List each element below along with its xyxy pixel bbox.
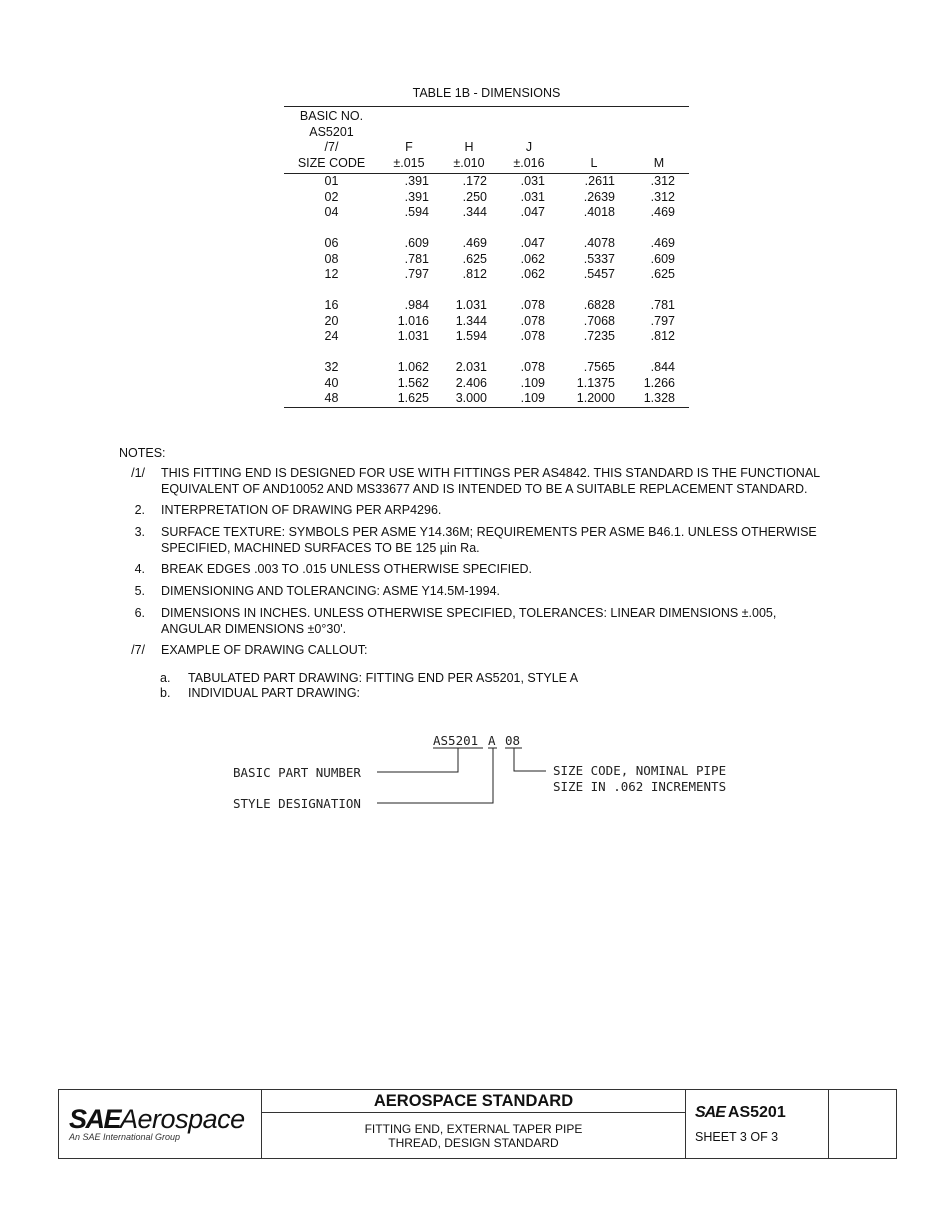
table-cell: 3.000	[439, 391, 499, 407]
table-cell: 32	[324, 360, 339, 374]
table-cell: 01	[324, 174, 339, 188]
table-cell: .7068	[583, 313, 615, 328]
table-cell: .625	[462, 251, 487, 266]
table-cell: .062	[520, 267, 545, 281]
callout-size-label-1: SIZE CODE, NOMINAL PIPE	[553, 763, 727, 778]
group-spacer	[284, 345, 689, 361]
brand-tagline: An SAE International Group	[69, 1132, 181, 1142]
table-cell: .109	[520, 375, 545, 390]
table-cell: .2611	[584, 174, 615, 188]
table-title: TABLE 1B - DIMENSIONS	[412, 86, 561, 100]
note-number: 4.	[134, 562, 145, 576]
table-cell: 1.062	[397, 360, 429, 374]
title-block	[58, 1089, 897, 1159]
table-cell: 16	[324, 298, 339, 312]
standard-title: AEROSPACE STANDARD	[262, 1090, 685, 1113]
table-cell: 1.344	[455, 313, 487, 328]
dimensions-table	[284, 106, 689, 408]
table-cell: 1.594	[455, 329, 487, 343]
table-body	[284, 174, 689, 408]
sheet-number: SHEET 3 OF 3	[695, 1130, 779, 1144]
table-cell: 08	[324, 251, 339, 266]
doc-id-cell	[686, 1090, 829, 1158]
note-text: INTERPRETATION OF DRAWING PER ARP4296.	[161, 503, 442, 517]
sub-note-letter: a.	[160, 671, 171, 685]
table-cell: .469	[650, 205, 675, 219]
table-cell: .062	[520, 251, 545, 266]
note-number: 2.	[134, 503, 145, 517]
callout-diagram	[230, 728, 750, 820]
note-item	[119, 606, 839, 637]
table-cell: .4078	[583, 236, 615, 250]
table-cell: 48	[284, 391, 379, 407]
table-cell: 1.328	[629, 391, 689, 407]
table-cell: 2.406	[455, 375, 487, 390]
callout-basic-label: BASIC PART NUMBER	[233, 765, 361, 780]
table-row	[284, 190, 689, 206]
document-number: SAE AS5201	[695, 1104, 786, 1121]
table-cell: .609	[404, 236, 429, 250]
leader-style	[377, 748, 493, 803]
table-row	[284, 205, 689, 221]
table-cell: 1.625	[379, 391, 439, 407]
table-header-row	[284, 107, 689, 174]
sae-mini-logo: SAE	[695, 1104, 725, 1121]
table-cell: 06	[324, 236, 339, 250]
note-text: SURFACE TEXTURE: SYMBOLS PER ASME Y14.36M; REQUIREMENTS PER ASME B46.1. UNLESS OTHERWISE SPECIFIED, MACHINED SURFACES TO BE 125 µin Ra.	[161, 525, 817, 555]
table-row	[284, 314, 689, 330]
table-row	[284, 236, 689, 252]
header-m: M	[653, 155, 665, 170]
header-l: L	[590, 155, 598, 170]
note-item	[119, 466, 839, 497]
sub-note-text: TABULATED PART DRAWING: FITTING END PER AS5201, STYLE A	[188, 671, 579, 685]
table-row	[284, 329, 689, 345]
table-cell: .812	[650, 329, 675, 343]
table-cell: .797	[404, 267, 429, 281]
header-j: J ±.016	[513, 140, 545, 170]
sub-note-letter: b.	[160, 686, 171, 700]
table-cell: 1.1375	[576, 375, 615, 390]
table-cell: .344	[462, 205, 487, 219]
table-cell: .312	[650, 174, 675, 188]
table-cell: 1.266	[643, 375, 675, 390]
table-row	[284, 391, 689, 407]
table-cell: .250	[462, 189, 487, 204]
table-cell: .047	[520, 236, 545, 250]
note-text: EXAMPLE OF DRAWING CALLOUT:	[161, 643, 368, 657]
table-cell: .781	[404, 251, 429, 266]
group-spacer	[284, 221, 689, 237]
table-cell: 1.031	[397, 329, 429, 343]
revision-cell	[829, 1090, 896, 1158]
leader-basic	[377, 748, 458, 772]
table-cell: 2.031	[455, 360, 487, 374]
note-text: BREAK EDGES .003 TO .015 UNLESS OTHERWISE SPECIFIED.	[161, 562, 532, 576]
callout-style-label: STYLE DESIGNATION	[233, 796, 361, 811]
table-cell: 02	[324, 189, 339, 204]
table-cell: .2639	[583, 189, 615, 204]
sub-note-item	[160, 671, 578, 687]
note-item	[119, 503, 839, 519]
table-row	[284, 360, 689, 376]
table-cell: .5457	[583, 267, 615, 281]
table-cell: .797	[650, 313, 675, 328]
table-cell: .469	[650, 236, 675, 250]
table-cell: .078	[520, 313, 545, 328]
table-cell: 1.2000	[559, 391, 629, 407]
table-cell: .172	[462, 174, 487, 188]
table-cell: 1.562	[397, 375, 429, 390]
table-cell: .109	[499, 391, 559, 407]
callout-style: A	[488, 733, 496, 748]
leader-size	[514, 748, 546, 771]
table-cell: .984	[404, 298, 429, 312]
table-cell: .781	[650, 298, 675, 312]
table-cell: .7235	[583, 329, 615, 343]
header-h: H ±.010	[453, 140, 485, 170]
table-cell: .047	[520, 205, 545, 219]
table-cell: .812	[462, 267, 487, 281]
note-number: 3.	[134, 525, 145, 539]
table-cell: .078	[520, 298, 545, 312]
sub-note-item	[160, 686, 360, 702]
table-cell: .7565	[583, 360, 615, 374]
callout-part-base: AS5201	[433, 733, 479, 748]
note-item	[119, 562, 839, 578]
notes-heading: NOTES:	[119, 446, 166, 460]
table-cell: .031	[520, 174, 545, 188]
note-item	[119, 525, 839, 556]
table-row	[284, 298, 689, 314]
logo-cell	[59, 1090, 262, 1158]
note-text: DIMENSIONING AND TOLERANCING: ASME Y14.5M-1994.	[161, 584, 500, 598]
callout-size: 08	[505, 733, 521, 748]
table-cell: .391	[404, 174, 429, 188]
table-cell: .5337	[583, 251, 615, 266]
table-cell: .625	[650, 267, 675, 281]
header-f: F ±.015	[393, 140, 425, 170]
table-row	[284, 376, 689, 392]
sae-aerospace-logo: SAEAerospace	[69, 1104, 245, 1134]
title-cell	[262, 1090, 686, 1158]
sub-note-text: INDIVIDUAL PART DRAWING:	[188, 686, 361, 700]
table-cell: .391	[404, 189, 429, 204]
table-row	[284, 174, 689, 190]
table-cell: 40	[324, 375, 339, 390]
note-text: THIS FITTING END IS DESIGNED FOR USE WITH FITTINGS PER AS4842. THIS STANDARD IS THE FUNCTIONAL EQUIVALENT OF AND10052 AND MS33677 AND IS INTENDED TO BE A SUITABLE REPLACEMENT STANDARD.	[161, 466, 820, 496]
table-cell: 1.031	[455, 298, 487, 312]
table-cell: .594	[404, 205, 429, 219]
table-row	[284, 267, 689, 283]
table-cell: .609	[650, 251, 675, 266]
table-cell: .6828	[583, 298, 615, 312]
note-item	[119, 643, 839, 659]
table-cell: .4018	[583, 205, 615, 219]
table-cell: 04	[324, 205, 339, 219]
callout-size-label-2: SIZE IN .062 INCREMENTS	[553, 779, 727, 794]
table-cell: 12	[324, 267, 339, 281]
note-item	[119, 584, 839, 600]
standard-description: FITTING END, EXTERNAL TAPER PIPE THREAD, DESIGN STANDARD	[364, 1122, 583, 1150]
table-cell: .844	[650, 360, 675, 374]
note-number: /1/	[131, 466, 145, 480]
table-cell: 1.016	[397, 313, 429, 328]
table-row	[284, 252, 689, 268]
table-cell: .312	[650, 189, 675, 204]
note-text: DIMENSIONS IN INCHES. UNLESS OTHERWISE SPECIFIED, TOLERANCES: LINEAR DIMENSIONS ±.005, ANGULAR DIMENSIONS ±0°30'.	[161, 606, 777, 636]
table-cell: .078	[520, 360, 545, 374]
note-number: 5.	[134, 584, 145, 598]
note-number: 6.	[134, 606, 145, 620]
table-cell: .469	[462, 236, 487, 250]
table-cell: .078	[520, 329, 545, 343]
table-cell: 20	[324, 313, 339, 328]
table-cell: .031	[520, 189, 545, 204]
header-size-code: BASIC NO. AS5201 /7/ SIZE CODE	[297, 109, 366, 170]
table-cell: 24	[324, 329, 339, 343]
group-spacer	[284, 283, 689, 299]
note-number: /7/	[131, 643, 145, 657]
